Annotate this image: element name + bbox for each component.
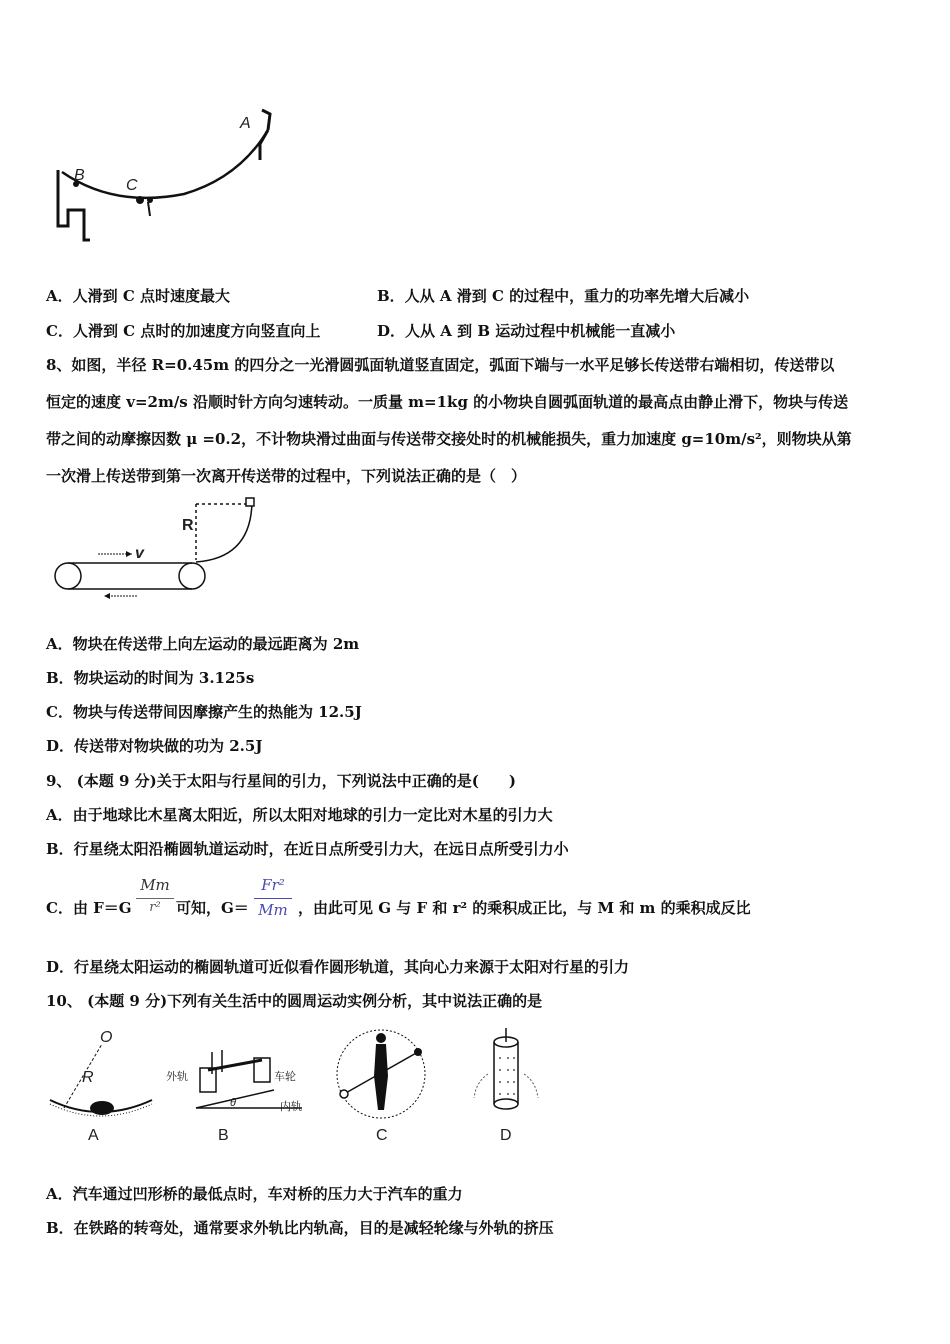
q10-figure-b: [166, 1050, 302, 1144]
q8-label-r: R: [182, 517, 194, 534]
q9-frac1-denominator: r²: [149, 900, 161, 915]
q7-label-a: A: [240, 115, 251, 132]
q9-frac1-line: [136, 898, 174, 899]
q8-option-d: D．传送带对物块做的功为 2.5J: [46, 737, 263, 755]
q10-label-wheel: 车轮: [274, 1071, 296, 1083]
q7-track-curve: [62, 130, 268, 198]
q8-arc-track: [196, 500, 252, 562]
q10-stem: 10、 (本题 9 分)下列有关生活中的圆周运动实例分析，其中说法正确的是: [46, 992, 543, 1010]
q8-block: [246, 498, 254, 506]
q7-option-d: D．人从 A 到 B 运动过程中机械能一直减小: [377, 322, 676, 340]
q10-label-b: B: [218, 1127, 229, 1144]
q7-option-a: A．人滑到 C 点时速度最大: [46, 287, 231, 305]
q7-option-c: C．人滑到 C 点时的加速度方向竖直向上: [46, 322, 321, 340]
q8-stem-line-2: 恒定的速度 v=2m/s 沿顺时针方向匀速转动。一质量 m=1kg 的小物块自圆弧面轨道的最高点由静止滑下，物块与传送: [46, 393, 849, 411]
q8-figure: [46, 496, 266, 608]
q10-label-o: O: [100, 1029, 113, 1046]
q8-option-b: B．物块运动的时间为 3.125s: [46, 669, 255, 687]
q10-option-a: A．汽车通过凹形桥的最低点时，车对桥的压力大于汽车的重力: [46, 1185, 463, 1203]
q10-label-theta: θ: [230, 1097, 236, 1109]
q8-left-roller: [55, 563, 81, 589]
q9-frac2-numerator: Fr²: [261, 876, 285, 894]
q7-option-b: B．人从 A 滑到 C 的过程中，重力的功率先增大后减小: [377, 287, 750, 305]
q10-label-outer-rail: 外轨: [166, 1071, 188, 1083]
q8-option-c: C．物块与传送带间因摩擦产生的热能为 12.5J: [46, 703, 362, 721]
q10-figure-c: [337, 1030, 425, 1144]
q10-label-d: D: [500, 1127, 512, 1144]
q7-person-c: [136, 196, 144, 204]
q9-frac2-line: [254, 898, 292, 899]
q7-label-b: B: [74, 167, 85, 184]
q10-figures: [44, 1024, 564, 1150]
q10-figure-d: [474, 1028, 538, 1144]
q8-right-roller: [179, 563, 205, 589]
q10-label-inner-rail: 内轨: [280, 1101, 302, 1113]
q10-label-a: A: [88, 1127, 99, 1144]
q10-figure-a: [50, 1029, 152, 1144]
q9-frac1-numerator: Mm: [140, 876, 170, 894]
q9-option-b: B．行星绕太阳沿椭圆轨道运动时，在近日点所受引力大，在远日点所受引力小: [46, 840, 569, 858]
q9-option-c-mid: 可知，G＝: [176, 899, 249, 917]
q9-option-c-prefix: C．由 F＝G: [46, 899, 132, 917]
q8-label-v: v: [135, 545, 144, 562]
q9-frac2-denominator: Mm: [258, 901, 288, 919]
q8-stem-line-1: 8、如图，半径 R=0.45m 的四分之一光滑圆弧面轨道竖直固定，弧面下端与一水平足够长传送带右端相切，传送带以: [46, 356, 835, 374]
q8-option-a: A．物块在传送带上向左运动的最远距离为 2m: [46, 635, 360, 653]
q8-stem-line-4: 一次滑上传送带到第一次离开传送带的过程中，下列说法正确的是（ ）: [46, 467, 527, 485]
q10-option-b: B．在铁路的转弯处，通常要求外轨比内轨高，目的是减轻轮缘与外轨的挤压: [46, 1219, 554, 1237]
q9-option-a: A．由于地球比木星离太阳近，所以太阳对地球的引力一定比对木星的引力大: [46, 806, 553, 824]
q10-label-c: C: [376, 1127, 388, 1144]
q7-label-c: C: [126, 177, 138, 194]
q9-option-d: D．行星绕太阳运动的椭圆轨道可近似看作圆形轨道，其向心力来源于太阳对行星的引力: [46, 958, 630, 976]
q9-option-c-suffix: ，由此可见 G 与 F 和 r² 的乘积成正比，与 M 和 m 的乘积成反比: [298, 899, 751, 917]
q9-stem: 9、 (本题 9 分)关于太阳与行星间的引力，下列说法中正确的是( ): [46, 772, 516, 790]
q10-label-r: R: [82, 1069, 94, 1086]
q7-right-support: [260, 110, 270, 160]
q7-figure: [44, 108, 284, 248]
q8-stem-line-3: 带之间的动摩擦因数 μ =0.2，不计物块滑过曲面与传送带交接处时的机械能损失，重力加速度 g=10m/s²，则物块从第: [46, 430, 852, 448]
